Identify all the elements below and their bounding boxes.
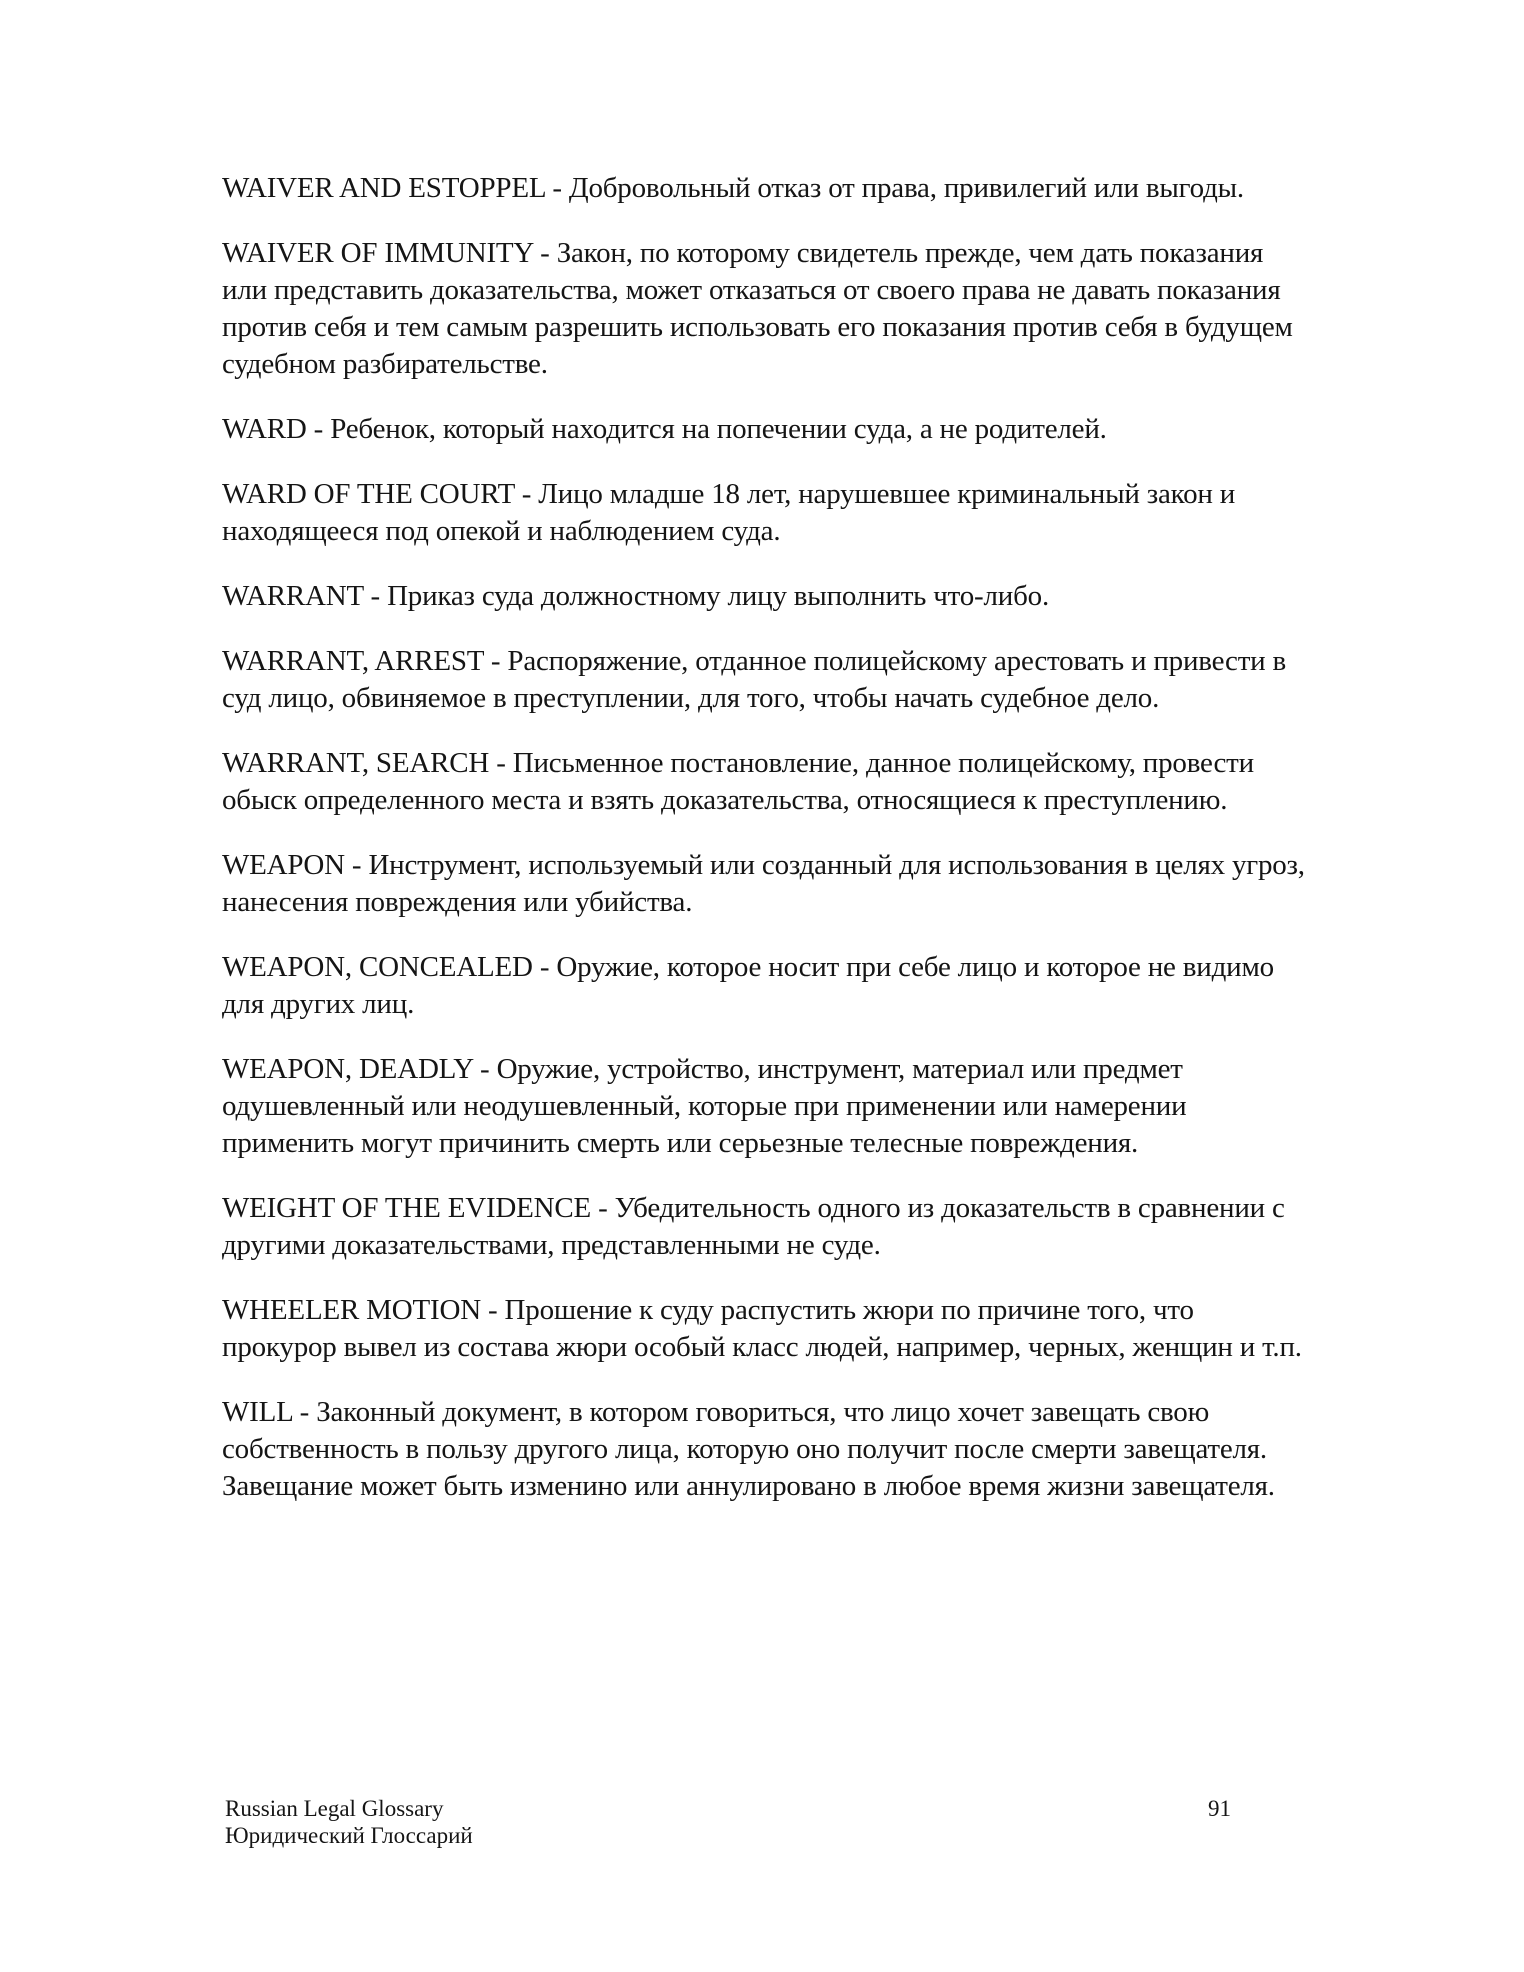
glossary-term: WEIGHT OF THE EVIDENCE: [222, 1192, 592, 1224]
glossary-entry: [222, 847, 1310, 921]
glossary-term: WEAPON, DEADLY: [222, 1053, 473, 1085]
glossary-term: WARRANT, SEARCH: [222, 747, 490, 779]
term-separator: -: [299, 1396, 310, 1428]
term-separator: -: [552, 172, 562, 204]
glossary-entry: [222, 745, 1310, 819]
term-separator: -: [540, 237, 550, 269]
glossary-definition: Закон, по которому свидетель прежде, чем дать показания или представить доказательства, может отказаться от своего права не давать показания против себя и тем самым разрешить использовать его показания против себя в будущем судебном разбирательстве.: [222, 237, 1293, 380]
glossary-definition: Распоряжение, отданное полицейскому арестовать и привести в суд лицо, обвиняемое в преступлении, для того, чтобы начать судебное дело.: [222, 645, 1287, 714]
term-separator: -: [598, 1192, 608, 1224]
term-separator: -: [351, 849, 362, 881]
glossary-definition: Письменное постановление, данное полицейскому, провести обыск определенного места и взять доказательства, относящиеся к преступлению.: [222, 747, 1254, 816]
glossary-term: WHEELER MOTION: [222, 1294, 481, 1326]
glossary-entry: [222, 578, 1310, 615]
glossary-definition: Приказ суда должностному лицу выполнить что-либо.: [387, 580, 1049, 612]
glossary-definition: Законный документ, в котором говориться, что лицо хочет завещать свою собственность в пользу другого лица, которую оно получит после смерти завещателя. Завещание может быть изменино или аннулировано в любое время жизни завещателя.: [222, 1396, 1275, 1502]
term-separator: -: [370, 580, 380, 612]
glossary-term: WEAPON: [222, 849, 345, 881]
term-separator: -: [521, 478, 532, 510]
glossary-term: WARD: [222, 413, 307, 445]
term-separator: -: [496, 747, 506, 779]
glossary-entry: [222, 1292, 1310, 1366]
glossary-entries: [222, 170, 1310, 1533]
glossary-term: WAIVER OF IMMUNITY: [222, 237, 534, 269]
term-separator: -: [488, 1294, 498, 1326]
glossary-definition: Убедительность одного из доказательств в сравнении с другими доказательствами, представленными не суде.: [222, 1192, 1285, 1261]
glossary-entry: [222, 643, 1310, 717]
glossary-entry: [222, 1394, 1310, 1505]
glossary-definition: Лицо младше 18 лет, нарушевшее криминальный закон и находящееся под опекой и наблюдением суда.: [222, 478, 1236, 547]
glossary-term: WARD OF THE COURT: [222, 478, 515, 510]
term-separator: -: [313, 413, 324, 445]
glossary-definition: Оружие, которое носит при себе лицо и которое не видимо для других лиц.: [222, 951, 1274, 1020]
glossary-term: WARRANT: [222, 580, 364, 612]
page-number: 91: [1208, 1796, 1231, 1821]
glossary-term: WEAPON, CONCEALED: [222, 951, 533, 983]
glossary-entry: [222, 476, 1310, 550]
glossary-entry: [222, 235, 1310, 383]
glossary-definition: Ребенок, который находится на попечении суда, а не родителей.: [330, 413, 1107, 445]
glossary-entry: [222, 1190, 1310, 1264]
glossary-definition: Оружие, устройство, инструмент, материал или предмет одушевленный или неодушевленный, которые при применении или намерении применить могут причинить смерть или серьезные телесные повреждения.: [222, 1053, 1187, 1159]
footer-title-russian: Юридический Глоссарий: [225, 1823, 473, 1848]
glossary-term: WAIVER AND ESTOPPEL: [222, 172, 546, 204]
glossary-entry: [222, 170, 1310, 207]
glossary-entry: [222, 411, 1310, 448]
glossary-entry: [222, 1051, 1310, 1162]
term-separator: -: [480, 1053, 490, 1085]
page-footer: [225, 1795, 473, 1849]
glossary-entry: [222, 949, 1310, 1023]
glossary-definition: Инструмент, используемый или созданный для использования в целях угроз, нанесения повреждения или убийства.: [222, 849, 1305, 918]
glossary-term: WARRANT, ARREST: [222, 645, 484, 677]
glossary-term: WILL: [222, 1396, 293, 1428]
footer-title-english: Russian Legal Glossary: [225, 1796, 444, 1821]
glossary-definition: Добровольный отказ от права, привилегий или выгоды.: [568, 172, 1244, 204]
glossary-definition: Прошение к суду распустить жюри по причине того, что прокурор вывел из состава жюри особый класс людей, например, черных, женщин и т.п.: [222, 1294, 1302, 1363]
term-separator: -: [539, 951, 550, 983]
term-separator: -: [490, 645, 501, 677]
